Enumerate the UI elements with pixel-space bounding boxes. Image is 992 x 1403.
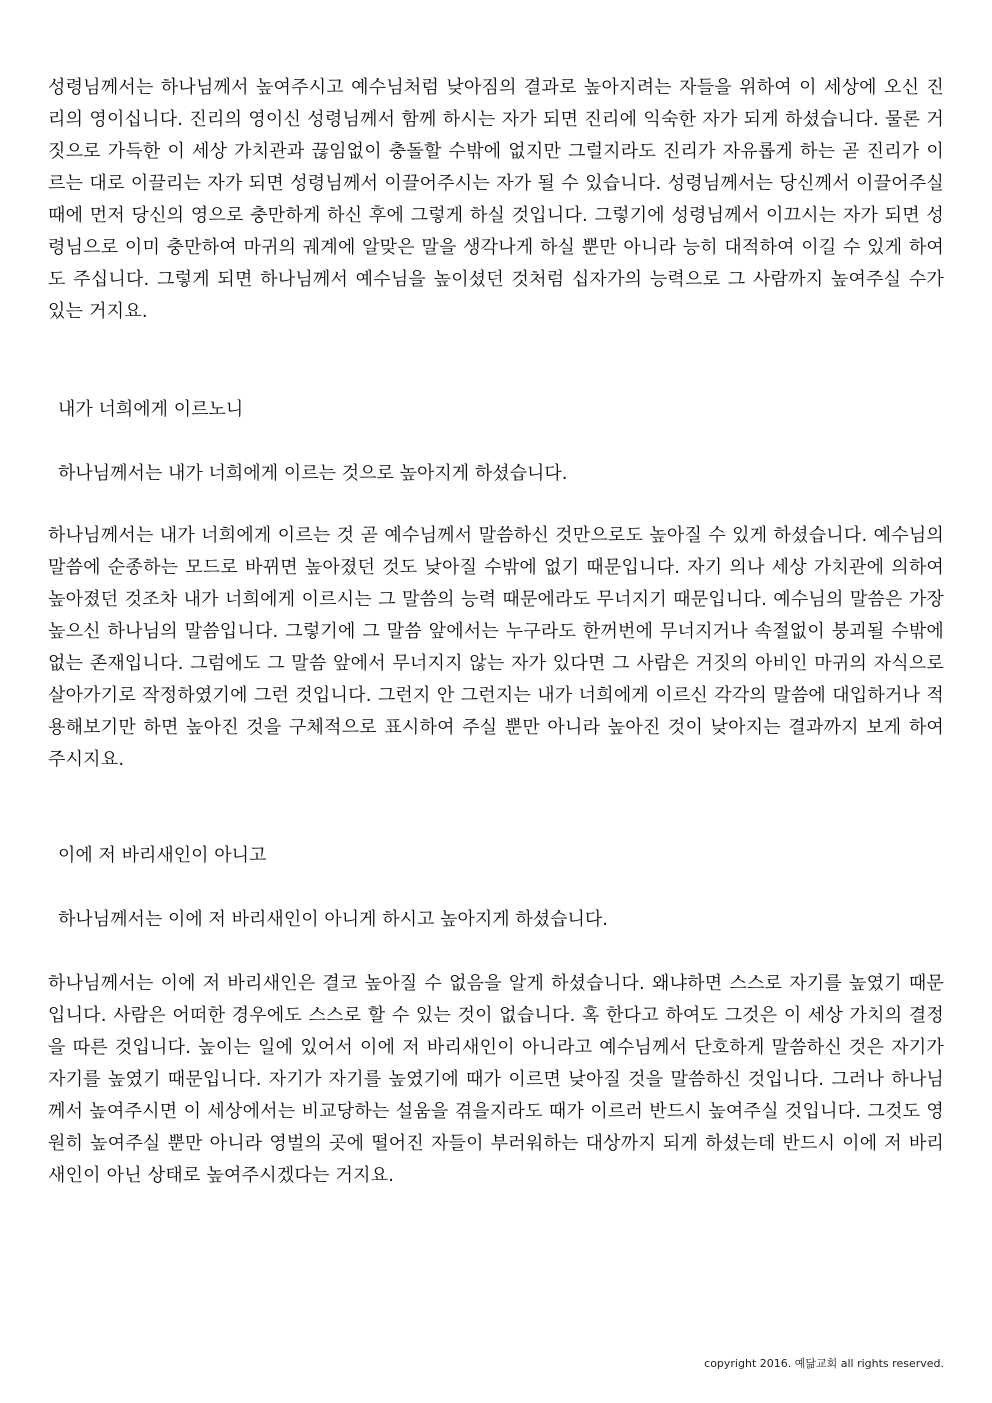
section-summary-not-pharisee: 하나님께서는 이에 저 바리새인이 아니게 하시고 높아지게 하셨습니다. bbox=[58, 909, 609, 930]
section-summary-i-tell-you: 하나님께서는 내가 너희에게 이르는 것으로 높아지게 하셨습니다. bbox=[58, 463, 568, 484]
section-heading-not-pharisee: 이에 저 바리새인이 아니고 bbox=[58, 845, 267, 866]
copyright-footer: copyright 2016. 예닮교회 all rights reserved. bbox=[704, 1357, 944, 1370]
paragraph-words-of-jesus: 하나님께서는 내가 너희에게 이르는 것 곧 예수님께서 말씀하신 것만으로도 높아질 수 있게 하셨습니다. 예수님의 말씀에 순종하는 모드로 바뀌면 높아졌던 것도 낮아질 수밖에 없기 때문입니다. 자기 의나 세상 가치관에 의하여 높아졌던 것조차 내가 너희에게 이르시는 그 말씀의 능력 때문에라도 무너지기 때문입니다. 예수님의 말씀은 가장 높으신 하나님의 말씀입니다. 그렇기에 그 말씀 앞에서는 누구라도 한꺼번에 무너지거나 속절없이 붕괴될 수밖에 없는 존재입니다. 그럼에도 그 말씀 앞에서 무너지지 않는 자가 있다면 그 사람은 거짓의 아비인 마귀의 자식으로 살아가기로 작정하였기에 그런 것입니다. 그런지 안 그런지는 내가 너희에게 이르신 각각의 말씀에 대입하거나 적용해보기만 하면 높아진 것을 구체적으로 표시하여 주실 뿐만 아니라 높아진 것이 낮아지는 결과까지 보게 하여 주시지요. bbox=[48, 525, 944, 770]
paragraph-pharisee: 하나님께서는 이에 저 바리새인은 결코 높아질 수 없음을 알게 하셨습니다. 왜냐하면 스스로 자기를 높였기 때문입니다. 사람은 어떠한 경우에도 스스로 할 수 있는 것이 없습니다. 혹 한다고 하여도 그것은 이 세상 가치의 결정을 따른 것입니다. 높이는 일에 있어서 이에 저 바리새인이 아니라고 예수님께서 단호하게 말씀하신 것은 자기가 자기를 높였기 때문입니다. 자기가 자기를 높였기에 때가 이르면 낮아질 것을 말씀하신 것입니다. 그러나 하나님께서 높여주시면 이 세상에서는 비교당하는 설움을 겪을지라도 때가 이르러 반드시 높여주실 것입니다. 그것도 영원히 높여주실 뿐만 아니라 영벌의 곳에 떨어진 자들이 부러워하는 대상까지 되게 하셨는데 반드시 이에 저 바리새인이 아닌 상태로 높여주시겠다는 거지요. bbox=[48, 973, 944, 1186]
paragraph-holy-spirit: 성령님께서는 하나님께서 높여주시고 예수님처럼 낮아짐의 결과로 높아지려는 자들을 위하여 이 세상에 오신 진리의 영이십니다. 진리의 영이신 성령님께서 함께 하시는 자가 되면 진리에 익숙한 자가 되게 하셨습니다. 물론 거짓으로 가득한 이 세상 가치관과 끊임없이 충돌할 수밖에 없지만 그럴지라도 진리가 자유롭게 하는 곧 진리가 이르는 대로 이끌리는 자가 되면 성령님께서 이끌어주시는 자가 될 수 있습니다. 성령님께서는 당신께서 이끌어주실 때에 먼저 당신의 영으로 충만하게 하신 후에 그렇게 하실 것입니다. 그렇기에 성령님께서 이끄시는 자가 되면 성령님으로 이미 충만하여 마귀의 궤계에 알맞은 말을 생각나게 하실 뿐만 아니라 능히 대적하여 이길 수 있게 하여도 주십니다. 그렇게 되면 하나님께서 예수님을 높이셨던 것처럼 십자가의 능력으로 그 사람까지 높여주실 수가 있는 거지요. bbox=[48, 77, 944, 322]
section-heading-i-tell-you: 내가 너희에게 이르노니 bbox=[58, 399, 244, 420]
